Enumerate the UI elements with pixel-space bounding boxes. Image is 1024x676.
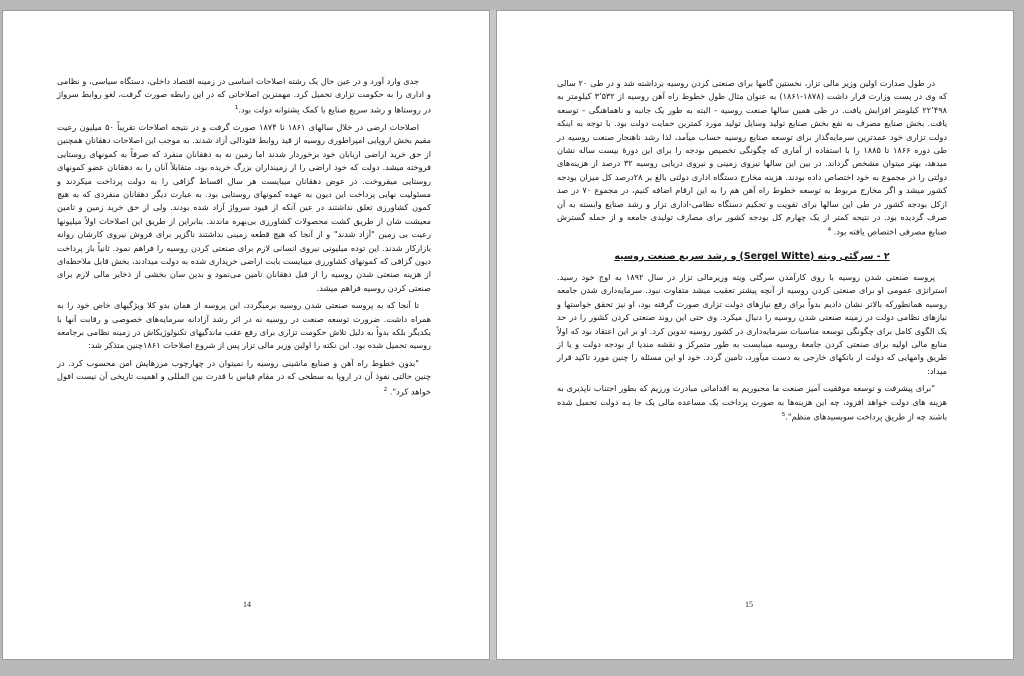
page-number: 14 (243, 600, 251, 609)
paragraph: جدی وارد آورد و در عین حال یک رشته اصلاحات اساسی در زمینه اقتصاد داخلی، دستگاه سیاسی، و نظامی و اداری را به حکومت تزاری تحمیل کرد. مهمترین اصلاحاتی که در این رابطه صورت گرفت، لغو روابط سرواژ در روستاها و رشد سریع صنایع با کمک پشتوانه دولت بود.$^1$ (57, 76, 431, 115)
paragraph: تا آنجا که به پروسه صنعتی شدن روسیه برمیگردد، این پروسه از همان بدو کلا ویژگیهای خاص خود را به همراه داشت. ضرورت توسعه صنعت در روسیه نه در اثر رشد آزادانه سرمایه‌های خصوصی و رقابت آنها با یکدیگر بلکه بدواً به دلیل تلاش حکومت تزاری برای رفع عقب ماندگیهای تکنولوژیکاش در زمینه نظامی برجامعه روسیه تحمیل شده بود. این نکته را اولین وزیر مالی تزار پس از شروع اصلاحات ۱۸۶۱چنین متذکر شد: (57, 300, 431, 351)
quote-paragraph: "بدون خطوط راه آهن و صنایع ماشینی روسیه را نمیتوان در چهارچوب مرزهایش امن محسوب کرد. در چنین حالتی نفوذ آن در اروپا به سطحی که در مقام قیاس با قدرت بین المللی و اهمیت تاریخی آن نیست افول خواهد کرد". $^2$ (57, 357, 431, 397)
quote-paragraph: "برای پیشرفت و توسعه موفقیت آمیز صنعت ما مجبوریم به اقداماتی مبادرت ورزیم که بطور اجتناب ناپذیری به هزینه های دولت خواهد افزود، چه این هزینه‌ها به صورت پرداخت یک مساعده مالی یک جا بـه دولت تحمیل شده باشند چه از طریق پرداخت سوبسیدهای منظم".$^5$ (557, 383, 947, 422)
paragraph: در طول صدارت اولین وزیر مالی تزار، نخستین گامها برای صنعتی کردن روسیه برداشته شد و در طی ۲۰ سالی که وی در پست وزارت قرار داشت (۱۸۷۸-۱۸۶۱) به عنوان مثال طول خطوط راه آهن روسیه از ۳٬۵۳۲ کیلومتر به ۲۲٬۴۹۸ کیلومتر افزایش یافت. در طی همین سالها صنعت روسیه - البته به طور یک جانبه و ناهماهنگی - توسعه یافت. بخش صنایع مصرف به نفع بخش صنایع تولید وسایل تولید مورد کمترین حمایت دولت بود. با توجه به اینکه دولت تزاری خود عمدترین سرمایه‌گذار برای توسعه صنایع روسیه حساب میآمد، لذا رشد ناهنجار صنعت روسیه در طی دوره ۱۸۶۶ تا ۱۸۸۵ را با استفاده از آماری که چگونگی تخصیص بودجه را برای این دورهٔ بیست ساله نشان میدهد، بهتر میتوان مشخص گرداند. در بین این سالها نیروی زمینی و نیروی دریایی روسیه ۳۲ درصد از هزینه‌های دولتی را در مجموع به خود اختصاص داده بودند. هزینه مخارج دستگاه اداری دولتی بالغ بر ۲۸درصد کل میزان بودجه کشور میشد و اگر مخارج مربوط به توسعه خطوط راه آهن هم را به این ارقام اضافه کنیم، در مجموع ۷۰ در صد ازکل بودجه کشور در طی این سالها برای تقویت و تحکیم دستگاه نظامی-اداری تزار و رشد صنایع وابسته به آن صرف گردیده بود. در نتیجه کمتر از یک چهارم کل بودجه کشور برای مصارف تولیدی جامعه و از جمله گسترش صنایع مصرفی اختصاص یافته بود. $^4$ (557, 78, 947, 238)
paragraph: اصلاحات ارضی در خلال سالهای ۱۸۶۱ تا ۱۸۷۴ صورت گرفت و در نتیجه اصلاحات تقریباً ۵۰ میلیون رعیت مقیم بخش اروپایی امپراطوری روسیه از قید روابط فئودالی آزاد شدند. به موجب این اصلاحات دهقانان همچنین از حق خرید اراضی اربابان خود برخوردار شدند اما زمین نه به دهقانان منفرد که صرفاً به کمونهای روستایی فروخته میشد. دولت که خود اراضی را از زمینداران بزرگ خریده بود، متقابلاً آنان را به دهقانان عضو کمونهای روستایی میفروخت. در عوض دهقانان میبایست هر سال اقساط گزافی را به دولت پرداخت میکردند و مسئولیت نهایی پرداخت این دیون به عهده کمونهای روستایی بود. به عبارت دیگر دهقانان منفردی که به هیچ کمون کشاورزی تعلق نداشتند در عین آنکه از قیود سرواژ آزاد شده بودند. ولی از حق خرید زمین و تامین معیشت شان از طریق کشت محصولات کشاورزی بی‌بهره ماندند. بنابراین از طریق این اصلاحات اولاً میلیونها رعیت بی زمین "آزاد شدند" و از آنجا که هیچ قطعه زمینی نداشتند ناگزیر برای فروش نیروی کارشان روانه بازارکار شدند. این توده میلیونی نیروی انسانی لازم برای صنعتی کردن روسیه را فراهم نمود. ثانیاً باز پرداخت دیون گزافی که کمونهای کشاورزی میبایست بابت اراضی خریداری شده به دولت میدادند، بخش قابل ملاحظه‌ای از هزینه صنعتی شدن روسیه را از قبل دهقانان تامین می‌نمود و بدین سان بخشی از ذخایر مالی لازم برای صنعتی کردن روسیه فراهم میشد. (57, 121, 431, 293)
footnote-mark: 5 (781, 412, 786, 419)
page-number: 15 (745, 600, 753, 609)
section-heading: ۲ - سرگئی ویته (Sergel Witte) و رشد سریع صنعت روسیه (614, 250, 890, 262)
footnote-mark: 2 (383, 386, 388, 393)
document-page-left[interactable] (2, 10, 490, 660)
page-body-text (57, 75, 431, 403)
page-body-text (557, 77, 947, 428)
footnote-mark: 1 (234, 104, 239, 111)
footnote-mark: 4 (827, 227, 832, 234)
document-page-right[interactable] (496, 10, 1014, 660)
paragraph: پروسه صنعتی شدن روسیه با روی کارآمدن سرگئی ویته وزیرمالی تزار در سال ۱۸۹۲ به اوج خود رسید. استراتژی عمومی او برای صنعتی کردن روسیه از آنچه پیشتر تعقیب میشد متفاوت نبود. سرمایه‌داری شدن جامعه روسیه همانطورکه بالاتر نشان دادیم بدواً برای رفع نیازهای دولت تزاری صورت گرفته بود، او نیز تحقق خواستها و نیازهای نظامی دولت در زمینه صنعتی شدن روسیه را دنبال میکرد. وی حتی این روند صنعتی کردن کشور را در حد یک الگوی کامل برای چگونگی توسعه مناسبات سرمایه‌داری در کشور روسیه تدوین کرد. او بر این اعتقاد بود که اولاً منابع مالی اولیه برای صنعتی کردن جامعهٔ روسیه میبایست به طور متمرکز و نقشه مندیا از بودجه دولت و یا از طریق وامهایی که دولت از بانکهای خارجی به دست میآورد، تامین گردد. خود او این مسئله را چنین مورد تاکید قرار میداد: (557, 272, 947, 376)
